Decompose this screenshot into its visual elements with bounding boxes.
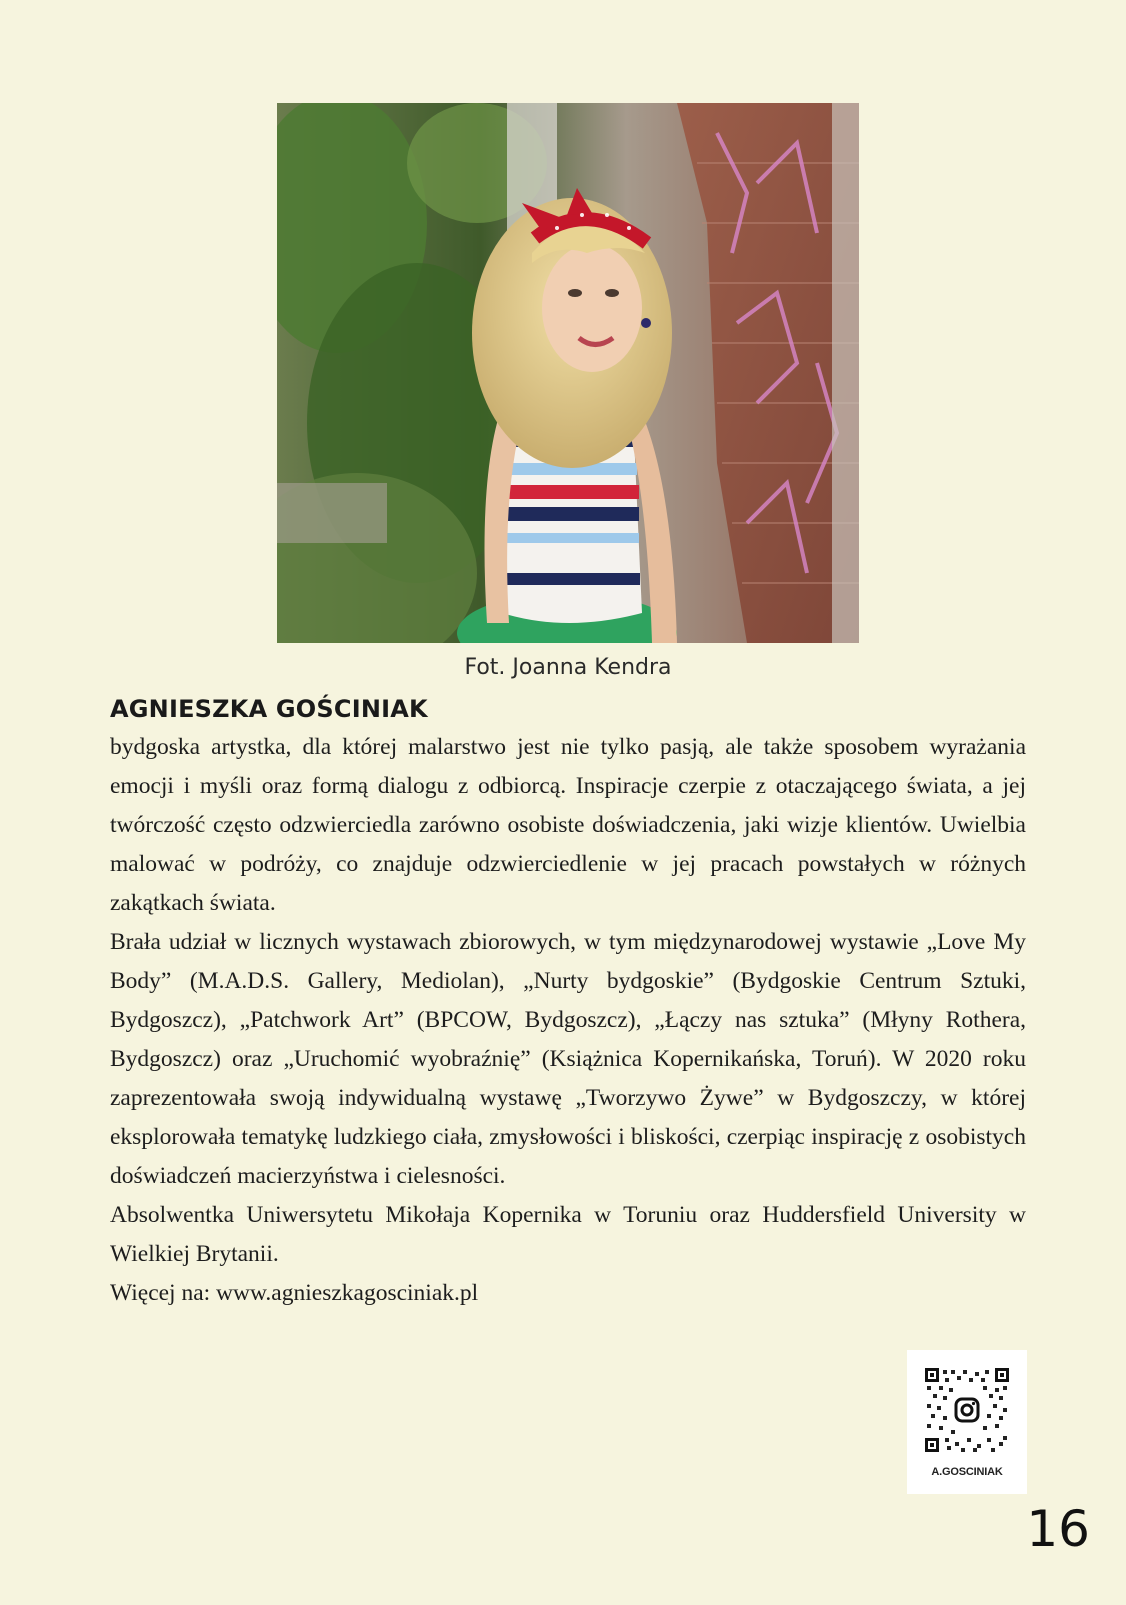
instagram-qr-code[interactable] <box>907 1350 1027 1494</box>
artist-photo <box>277 103 859 643</box>
biography <box>110 728 1026 1313</box>
bio-paragraph-website: Więcej na: www.agnieszkagosciniak.pl <box>110 1280 479 1306</box>
artist-name: AGNIESZKA GOŚCINIAK <box>110 695 428 723</box>
bio-paragraph-education: Absolwentka Uniwersytetu Mikołaja Kopernika w Toruniu oraz Huddersfield University w Wielkiej Brytanii. <box>110 1202 1026 1267</box>
bio-paragraph-exhibitions: Brała udział w licznych wystawach zbiorowych, w tym międzynarodowej wystawie „Love My Body” (M.A.D.S. Gallery, Mediolan), „Nurty bydgoskie” (Bydgoskie Centrum Sztuki, Bydgoszcz), „Patchwork Art” (BPCOW, Bydgoszcz), „Łączy nas sztuka” (Młyny Rothera, Bydgoszcz) oraz „Uruchomić wyobraźnię” (Książnica Kopernikańska, Toruń). W 2020 roku zaprezentowała swoją indywidualną wystawę „Tworzywo Żywe” w Bydgoszczy, w której eksplorowała tematykę ludzkiego ciała, zmysłowości i bliskości, czerpiąc inspirację z osobistych doświadczeń macierzyństwa i cielesności. <box>110 929 1026 1189</box>
qr-code-image <box>925 1368 1009 1452</box>
qr-label: A.GOSCINIAK <box>931 1466 1003 1478</box>
page-number: 16 <box>1026 1500 1090 1558</box>
bio-paragraph-intro: bydgoska artystka, dla której malarstwo jest nie tylko pasją, ale także sposobem wyrażania emocji i myśli oraz formą dialogu z odbiorcą. Inspiracje czerpie z otaczającego świata, a jej twórczość często odzwierciedla zarówno osobiste doświadczenia, jaki wizje klientów. Uwielbia malować w podróży, co znajduje odzwierciedlenie w jej pracach powstałych w różnych zakątkach świata. <box>110 734 1026 916</box>
photo-caption: Fot. Joanna Kendra <box>464 655 672 680</box>
